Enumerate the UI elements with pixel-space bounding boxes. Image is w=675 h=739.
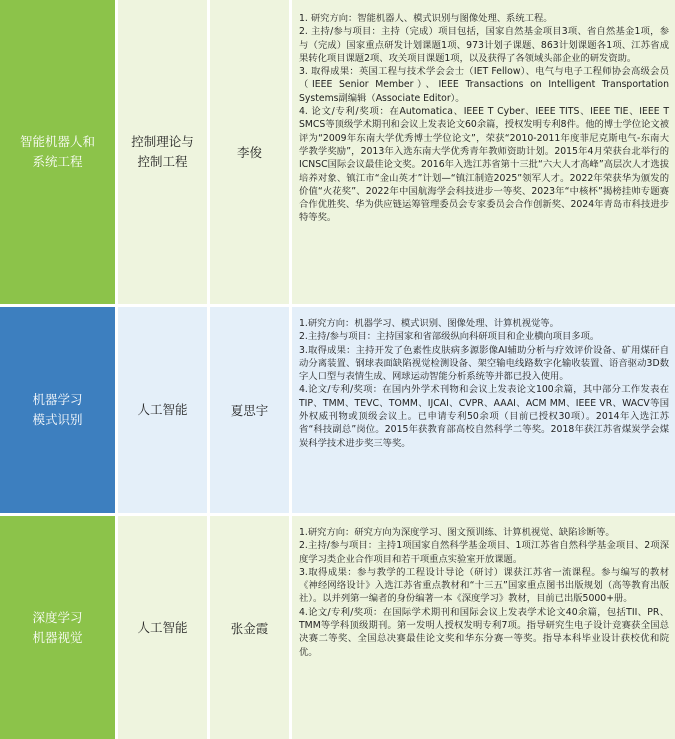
- description-cell: [292, 0, 675, 304]
- major-cell: [118, 516, 207, 739]
- description-paragraph: 3.取得成果：参与教学的工程设计导论（研讨）课获江苏省一流课程。参与编写的教材《神经网络设计》入选江苏省重点教材和“十三五”国家重点图书出版规划（高等教育出版社）。以并列第一编者的身份编著一本《深度学习》教材，目前已出版5000+册。: [299, 566, 669, 605]
- description-cell: [292, 516, 675, 739]
- research-topic-cell: [0, 307, 115, 513]
- description-paragraph: 3.取得成果：主持开发了色素性皮肤病多源影像AI辅助分析与疗效评价设备、矿用煤矸自动分离装置、钢球表面缺陷视觉检测设备、架空输电线路数字化输收装置、语音驱动3D数字人口型与表情生成、网球运动智能分析系统等并都已投入使用。: [299, 344, 669, 383]
- supervisor-name: 李俊: [236, 145, 262, 160]
- major: 人工智能: [137, 619, 188, 635]
- supervisor-name-cell: [210, 0, 289, 304]
- description-paragraph: 4.论文/专利/奖项：在国内外学术刊物和会议上发表论文100余篇，其中部分工作发表在TIP、TMM、TEVC、TOMM、IJCAI、CVPR、AAAI、ACM MM、IEEE VR、WACV等国外权威刊物或顶级会议上。已申请专利50余项（目前已授权30项）。2014年入选江苏省“科技副总”岗位。2015年获教育部高校自然科学二等奖。2018年获江苏省煤炭学会煤炭科学技术进步奖三等奖。: [299, 384, 669, 449]
- major: 控制理论与 控制工程: [131, 134, 194, 169]
- research-topic: 机器学习 模式识别: [32, 392, 83, 427]
- major-cell: [118, 307, 207, 513]
- supervisor-name-cell: [210, 307, 289, 513]
- table-row: [0, 516, 675, 739]
- description-paragraph: 2. 主持/参与项目：主持（完成）项目包括，国家自然基金项目3项、省自然基金1项，参与（完成）国家重点研发计划课题1项、973计划子课题、863计划课题各1项、江苏省成果转化项目课题2项、攻关项目课题1项，以及获得了各领域头部企业的研发资助。: [299, 26, 669, 64]
- table-row: [0, 0, 675, 304]
- description-paragraph: 3. 取得成果：英国工程与技术学会会士（IET Fellow）、电气与电子工程师协会高级会员（IEEE Senior Member）、IEEE Transactions on Intelligent Transportation Systems副编辑（Associate Editor）。: [299, 66, 669, 104]
- supervisor-name: 张金霞: [230, 620, 269, 636]
- description-paragraph: 1. 研究方向：智能机器人、模式识别与图像处理、系统工程。: [299, 13, 553, 24]
- research-topic-cell: [0, 516, 115, 739]
- major: 人工智能: [137, 402, 188, 417]
- supervisor-name: 夏思宇: [230, 403, 269, 418]
- description-cell: [292, 307, 675, 513]
- description-paragraph: 1.研究方向：机器学习、模式识别、图像处理、计算机视觉等。: [299, 318, 559, 329]
- major-cell: [118, 0, 207, 304]
- description-paragraph: 4. 论文/专利/奖项：在Automatica、IEEE T Cyber、IEEE TITS、IEEE TIE、IEEE T SMCS等顶级学术期刊和会议上发表论文60余篇，授权发明专利8件。他的博士学位论文被评为“2009年东南大学优秀博士学位论文”，荣获“2010-2011年度菲尼克斯电气-东南大学教学奖励”，2013年入选东南大学优秀青年教师资助计划。2015年4月荣获台北举行的ICNSC国际会议最佳论文奖。2016年入选江苏省第十三批“六大人才高峰”高层次人才选拔培养对象、镇江市“金山英才”计划—“镇江制造2025”领军人才。2022年荣获华为颁发的价值“火花奖”、2022年中国航海学会科技进步一等奖、2023年“中核杯”揭榜挂帅专题赛合作优胜奖、华为供应链运筹管理委员会专家委员会合作创新奖、2024年青岛市科技进步特等奖。: [299, 106, 669, 224]
- description-paragraph: 2.主持/参与项目：主持1项国家自然科学基金项目、1项江苏省自然科学基金项目、2项深度学习类企业合作项目和若干项重点实验室开放课题。: [299, 540, 669, 565]
- supervisor-name-cell: [210, 516, 289, 739]
- research-topic: 智能机器人和 系统工程: [19, 134, 95, 169]
- description-paragraph: 2.主持/参与项目：主持国家和省部级纵向科研项目和企业横向项目多项。: [299, 331, 600, 343]
- description-paragraph: 1.研究方向：研究方向为深度学习、图文预训练、计算机视觉、缺陷诊断等。: [299, 527, 615, 538]
- description-paragraph: 4.论文/专利/奖项：在国际学术期刊和国际会议上发表学术论文40余篇，包括TII、PR、TMM等学科顶级期刊。第一发明人授权发明专利7项。指导研究生电子设计竞赛获全国总决赛二等奖、全国总决赛最佳论文奖和华东分赛一等奖。指导本科毕业设计获校优和院优。: [299, 606, 669, 658]
- research-topic-cell: [0, 0, 115, 304]
- table-row: [0, 307, 675, 513]
- research-topic: 深度学习 机器视觉: [32, 609, 83, 645]
